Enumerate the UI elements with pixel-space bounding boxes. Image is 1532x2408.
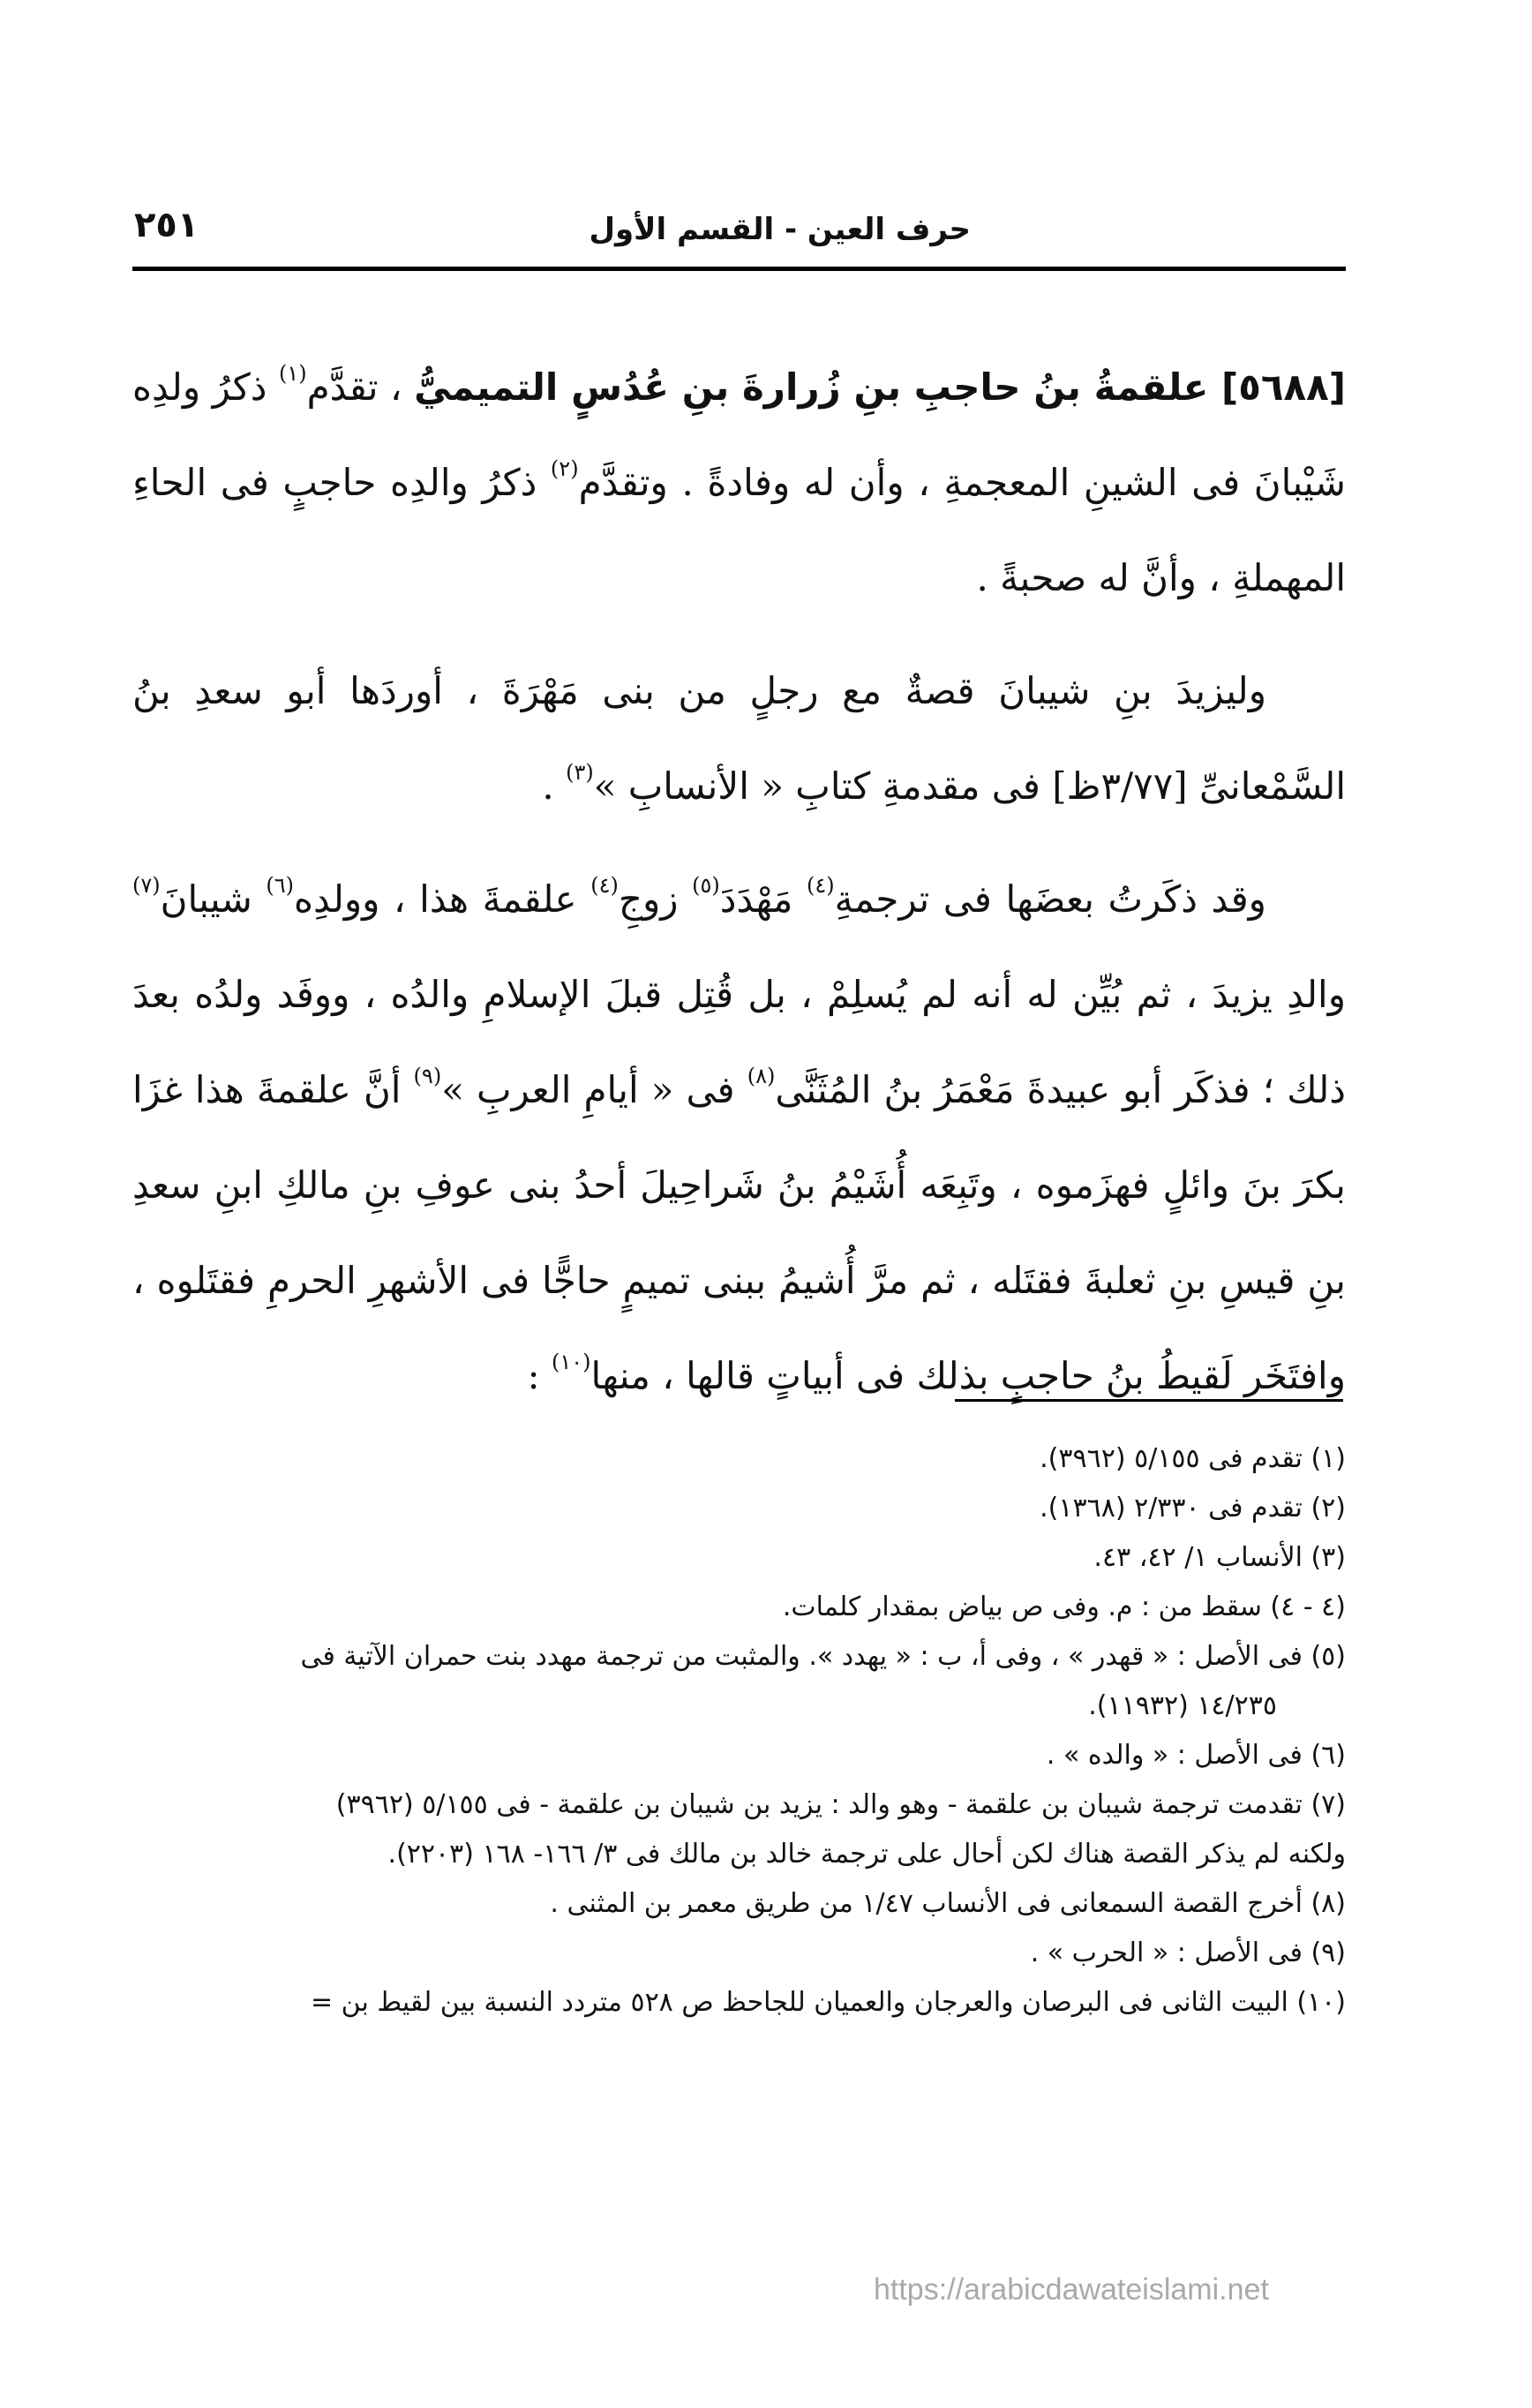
text-segment: . (542, 764, 554, 808)
footnote-10: (١٠) البيت الثانى فى البرصان والعرجان والعميان للجاحظ ص ٥٢٨ متردد النسبة بين لقيط بن = (311, 1987, 1346, 2018)
footnotes (132, 1434, 1346, 2028)
footnote-marker[interactable]: (٢) (550, 456, 579, 481)
footnote-marker[interactable]: (٨) (747, 1064, 776, 1088)
text-segment: ذكرُ والدِه حاجبٍ فى الحاءِ المهملةِ ، وأنَّ له صحبةً . (132, 461, 1346, 599)
text-segment: زوجِ (618, 877, 679, 921)
footnote-marker[interactable]: (١٠) (552, 1350, 591, 1374)
footnote-marker[interactable]: (٩) (413, 1064, 442, 1088)
footnote-2: (٢) تقدم فى ٢/٣٣٠ (١٣٦٨). (1040, 1493, 1346, 1524)
footnote-marker[interactable]: (٣) (566, 760, 594, 785)
text-segment: علقمةَ هذا ، وولدِه (294, 877, 577, 921)
footnote-3: (٣) الأنساب ١/ ٤٢، ٤٣. (1093, 1542, 1346, 1573)
text-segment: : (527, 1354, 540, 1397)
paragraph-3 (132, 852, 1346, 1424)
running-header (132, 196, 1346, 271)
text-segment: والدِ يزيدَ ، ثم بُيِّن له أنه لم يُسلِمْ ، بل قُتِل قبلَ الإسلامِ والدُه ، ووفَد ولدُه بعدَ ذلك ؛ فذكَر أبو عبيدةَ مَعْمَرُ بنُ المُثَنَّى (132, 973, 1346, 1111)
text-segment: مَهْدَدَ (719, 877, 793, 921)
footnote-marker[interactable]: (١) (278, 361, 307, 386)
text-segment: أنَّ علقمةَ هذا غزَا بكرَ بنَ وائلٍ فهزَموه ، وتَبِعَه أُشَيْمُ بنُ شَراحِيلَ أحدُ بنى عوفِ بنِ مالكِ ابنِ سعدِ بنِ قيسِ بنِ ثعلبةَ فقتَله ، ثم مرَّ أُشيمُ ببنى تميمٍ حاجًّا فى الأشهرِ الحرمِ فقتَلوه ، وافتَخَر لَقيطُ بنُ حاجبٍ بذلك فى أبياتٍ قالها ، منها (132, 1068, 1346, 1397)
text-segment: ، تقدَّم (306, 365, 402, 409)
footnote-marker[interactable]: (٦) (266, 873, 295, 898)
entry-heading: [٥٦٨٨] علقمةُ بنُ حاجبِ بنِ زُرارةَ بنِ عُدُسٍ التميميُّ (414, 365, 1346, 409)
footnote-5-continued: ١٤/٢٣٥ (١١٩٣٢). (1088, 1690, 1277, 1721)
watermark-url: https://arabicdawateislami.net (874, 2273, 1269, 2306)
text-segment: وقد ذكَرتُ بعضَها فى ترجمةِ (834, 877, 1266, 921)
running-title: حرف العين - القسم الأول (589, 212, 971, 247)
footnote-4: (٤ - ٤) سقط من : م. وفى ص بياض بمقدار كلمات. (782, 1592, 1346, 1622)
paragraph-1 (132, 340, 1346, 626)
footnote-marker[interactable]: (٤) (590, 873, 619, 898)
footnote-7-continued: ولكنه لم يذكر القصة هناك لكن أحال على ترجمة خالد بن مالك فى ٣/ ١٦٦- ١٦٨ (٢٢٠٣). (387, 1839, 1346, 1870)
main-text (132, 340, 1346, 1441)
page-number: ٢٥١ (134, 205, 199, 245)
paragraph-2 (132, 643, 1346, 834)
footnote-marker[interactable]: (٤) (806, 873, 835, 898)
text-segment: وليزيدَ بنِ شيبانَ قصةٌ مع رجلٍ من بنى مَهْرَةَ ، أوردَها أبو سعدِ بنُ السَّمْعانىِّ [٣/٧٧ظ] فى مقدمةِ كتابِ « الأنسابِ » (132, 669, 1346, 808)
text-segment: فى « أيامِ العربِ » (441, 1068, 735, 1111)
footnote-9: (٩) فى الأصل : « الحرب » . (1030, 1938, 1346, 1968)
text-segment: شيبانَ (160, 877, 252, 921)
footnote-divider (955, 1399, 1343, 1402)
footnote-marker[interactable]: (٥) (692, 873, 720, 898)
footnote-6: (٦) فى الأصل : « والده » . (1046, 1740, 1346, 1771)
footnote-1: (١) تقدم فى ٥/١٥٥ (٣٩٦٢). (1040, 1443, 1346, 1474)
footnote-8: (٨) أخرج القصة السمعانى فى الأنساب ١/٤٧ من طريق معمر بن المثنى . (550, 1888, 1346, 1919)
footnote-5: (٥) فى الأصل : « قهدر » ، وفى أ، ب : « يهدد ». والمثبت من ترجمة مهدد بنت حمران الآتية فى (300, 1641, 1346, 1672)
footnote-7: (٧) تقدمت ترجمة شيبان بن علقمة - وهو والد : يزيد بن شيبان بن علقمة - فى ٥/١٥٥ (٣٩٦٢) (335, 1789, 1346, 1820)
text-segment: ذكرُ ولدِه شَيْبانَ فى الشينِ المعجمةِ ، وأن له وفادةً . وتقدَّم (132, 365, 1346, 504)
footnote-marker[interactable]: (٧) (132, 873, 161, 898)
